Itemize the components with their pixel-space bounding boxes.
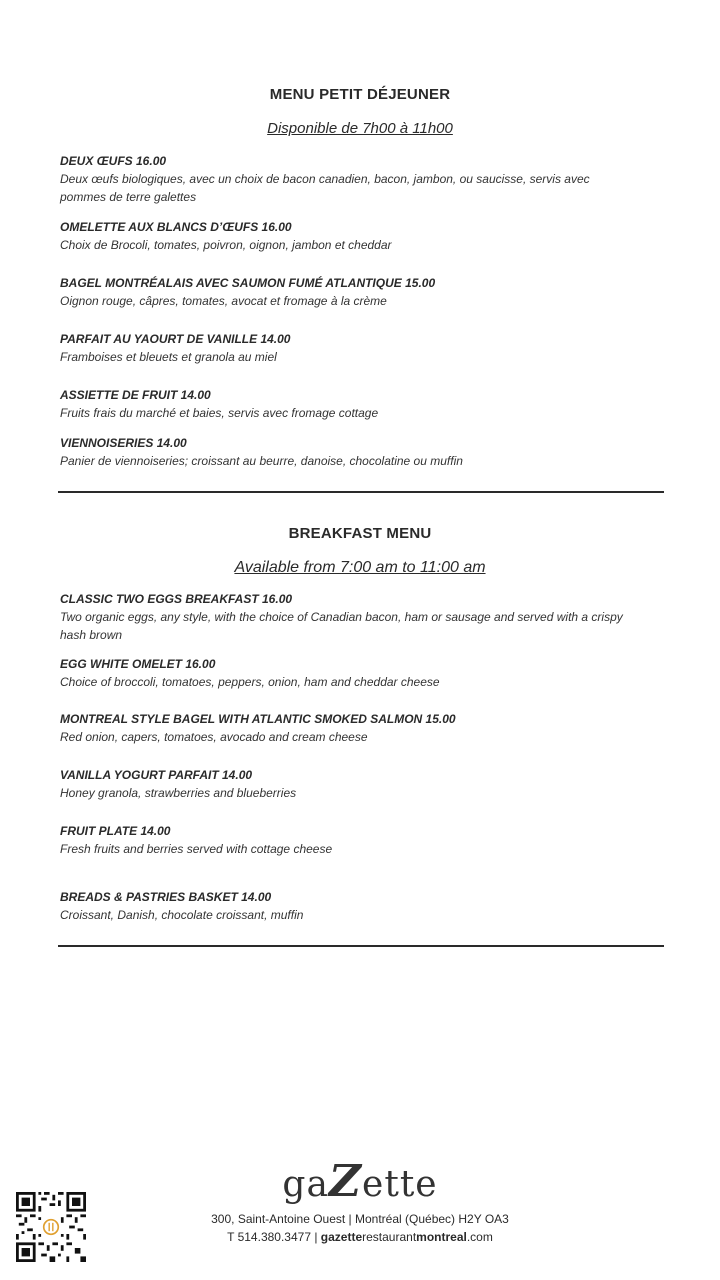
french-menu-subtitle-wrap (60, 120, 670, 137)
item-name: BREADS & PASTRIES BASKET 14.00 (60, 890, 272, 904)
menu-item (60, 386, 670, 422)
item-description: Red onion, capers, tomatoes, avocado and cream cheese (60, 730, 368, 744)
menu-item (60, 710, 670, 746)
item-name: CLASSIC TWO EGGS BREAKFAST 16.00 (60, 592, 293, 606)
item-name: FRUIT PLATE 14.00 (60, 824, 171, 838)
english-menu-section (60, 525, 670, 542)
website-link-part[interactable]: montreal (416, 1230, 467, 1244)
item-name: VANILLA YOGURT PARFAIT 14.00 (60, 768, 253, 782)
logo-text-z: Z (328, 1156, 363, 1207)
item-description: Fruits frais du marché et baies, servis avec fromage cottage (60, 406, 379, 420)
menu-item (60, 888, 670, 924)
contact-line (160, 1228, 560, 1246)
english-menu-subtitle: Available from 7:00 am to 11:00 am (234, 559, 486, 576)
menu-item (60, 434, 670, 470)
item-description: Panier de viennoiseries; croissant au beurre, danoise, chocolatine ou muffin (60, 454, 463, 468)
item-description-cont: pommes de terre galettes (60, 190, 197, 204)
item-description: Two organic eggs, any style, with the choice of Canadian bacon, ham or sausage and served with a crispy (60, 610, 623, 624)
qr-code-icon[interactable] (16, 1192, 86, 1262)
section-divider (58, 945, 664, 947)
item-name: ASSIETTE DE FRUIT 14.00 (60, 388, 211, 402)
french-menu-title: MENU PETIT DÉJEUNER (269, 86, 451, 103)
footer (0, 1156, 720, 1270)
menu-item (60, 330, 670, 366)
english-menu-title: BREAKFAST MENU (288, 525, 432, 542)
item-description: Framboises et bleuets et granola au miel (60, 350, 277, 364)
website-link-part[interactable]: .com (466, 1230, 493, 1244)
menu-item (60, 274, 670, 310)
item-description: Croissant, Danish, chocolate croissant, muffin (60, 908, 304, 922)
logo-text-start: ga (282, 1164, 329, 1205)
french-menu-subtitle: Disponible de 7h00 à 11h00 (267, 120, 453, 137)
menu-item (60, 218, 670, 254)
item-description-cont: hash brown (60, 628, 123, 642)
item-description: Deux œufs biologiques, avec un choix de bacon canadien, bacon, jambon, ou saucisse, servis avec (60, 172, 590, 186)
menu-item (60, 822, 670, 858)
item-description: Oignon rouge, câpres, tomates, avocat et fromage à la crème (60, 294, 387, 308)
website-link-part[interactable]: gazette (320, 1230, 363, 1244)
item-description: Fresh fruits and berries served with cottage cheese (60, 842, 333, 856)
item-name: VIENNOISERIES 14.00 (60, 436, 187, 450)
menu-item (60, 766, 670, 802)
menu-item (60, 590, 670, 644)
logo-text-end: ette (362, 1164, 438, 1205)
phone-number: T 514.380.3477 | (227, 1230, 321, 1244)
item-name: PARFAIT AU YAOURT DE VANILLE 14.00 (60, 332, 291, 346)
website-link-part[interactable]: restaurant (362, 1230, 417, 1244)
item-name: OMELETTE AUX BLANCS D’ŒUFS 16.00 (60, 220, 292, 234)
item-description: Choice of broccoli, tomatoes, peppers, onion, ham and cheddar cheese (60, 675, 440, 689)
item-name: MONTREAL STYLE BAGEL WITH ATLANTIC SMOKED SALMON 15.00 (60, 712, 456, 726)
item-name: BAGEL MONTRÉALAIS AVEC SAUMON FUMÉ ATLANTIQUE 15.00 (60, 276, 436, 290)
item-name: DEUX ŒUFS 16.00 (60, 154, 167, 168)
restaurant-address: 300, Saint-Antoine Ouest | Montréal (Québec) H2Y OA3 (211, 1212, 509, 1226)
section-divider (58, 491, 664, 493)
item-description: Honey granola, strawberries and blueberries (60, 786, 297, 800)
english-menu-subtitle-wrap (60, 559, 670, 577)
item-name: EGG WHITE OMELET 16.00 (60, 657, 216, 671)
french-menu-section (60, 86, 670, 103)
menu-item (60, 655, 670, 691)
item-description: Choix de Brocoli, tomates, poivron, oignon, jambon et cheddar (60, 238, 392, 252)
menu-item (60, 152, 670, 206)
gazette-logo (250, 1156, 470, 1207)
